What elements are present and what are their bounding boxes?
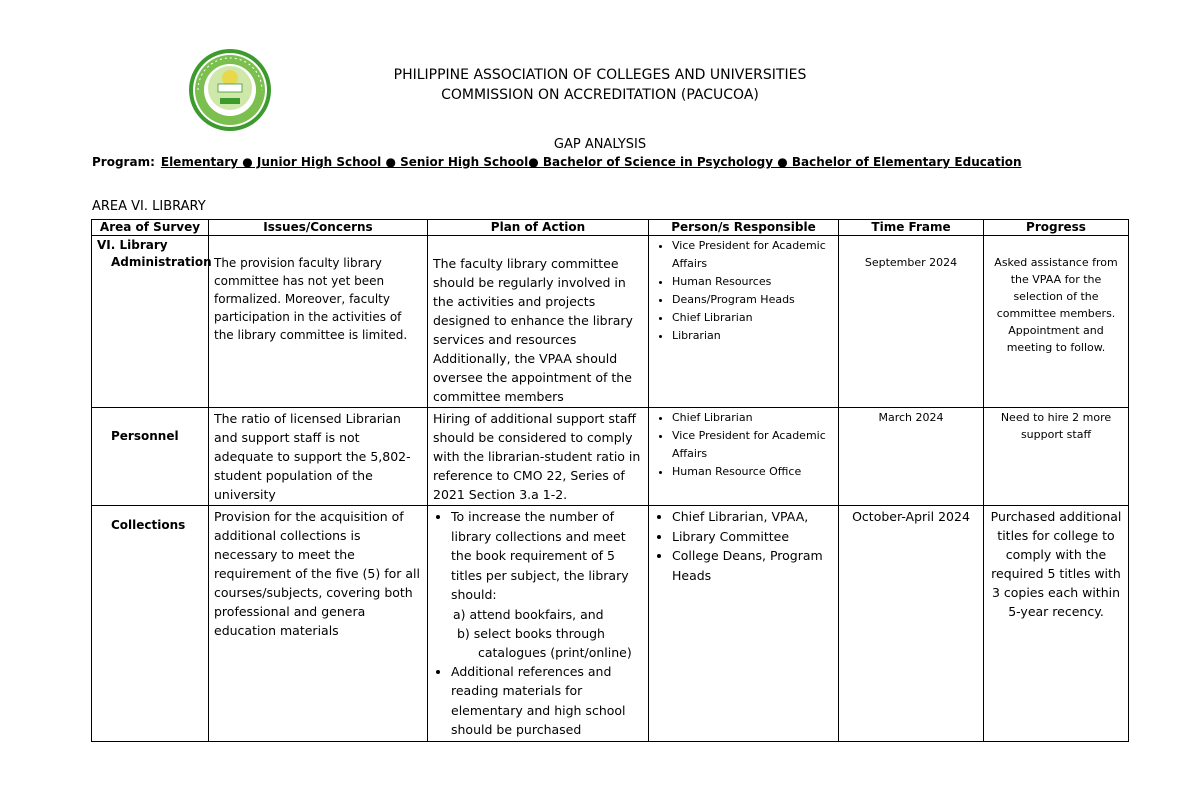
issue-text: The ratio of licensed Librarian and support staff is not adequate to support the 5,802-student population of the university: [214, 411, 411, 502]
issue-text: Provision for the acquisition of additional collections is necessary to meet the requirement of the five (5) for all courses/subjects, covering both professional and genera education materials: [214, 509, 420, 638]
time-cell: [839, 506, 984, 742]
plan-text: The faculty library committee should be regularly involved in the activities and projects designed to enhance the library services and resources Additionally, the VPAA should oversee the appointment of the committee members: [433, 256, 633, 404]
progress-cell: [984, 408, 1129, 506]
plan-text: Additional references and reading materials for elementary and high school should be purchased: [451, 663, 626, 737]
issue-cell: [209, 236, 428, 408]
doc-title: GAP ANALYSIS: [553, 137, 647, 152]
progress-text: Purchased additional titles for college to comply with the required 5 titles with 3 copies each within 5-year recency.: [990, 509, 1122, 619]
col-header: Person/s Responsible: [649, 220, 839, 236]
table-row: [92, 506, 1129, 742]
time-text: October-April 2024: [852, 509, 970, 524]
area-cell: [92, 506, 209, 742]
program-label: Program:: [92, 155, 155, 169]
time-cell: [839, 236, 984, 408]
program-value: Elementary ● Junior High School ● Senior High School● Bachelor of Science in Psychology ● Bachelor of Elementary Education: [160, 155, 1022, 169]
table-row: [92, 236, 1129, 408]
list-item: • Human Resources: [672, 273, 833, 291]
col-header: Progress: [984, 220, 1129, 236]
list-item: • Librarian: [672, 327, 833, 345]
issue-cell: [209, 408, 428, 506]
list-item: • College Deans, Program Heads: [672, 546, 833, 585]
list-item: • Library Committee: [672, 527, 833, 547]
org-name: PHILIPPINE ASSOCIATION OF COLLEGES AND UNIVERSITIES: [393, 67, 807, 83]
area-cell: [92, 408, 209, 506]
time-cell: [839, 408, 984, 506]
issue-text: The provision faculty library committee has not yet been formalized. Moreover, faculty participation in the activities of the library committee is limited.: [214, 256, 408, 342]
area-line: Collections: [111, 518, 186, 532]
col-header: Issues/Concerns: [209, 220, 428, 236]
plan-subitem: catalogues (print/online): [478, 644, 632, 660]
area-line: Administration: [111, 255, 212, 269]
area-title: AREA VI. LIBRARY: [92, 199, 206, 214]
table-header-row: [92, 220, 1129, 236]
area-cell: [92, 236, 212, 408]
area-line: Personnel: [111, 429, 179, 443]
persons-cell: [649, 506, 839, 742]
progress-cell: [984, 506, 1129, 742]
plan-subitem: a) attend bookfairs, and: [453, 606, 604, 622]
plan-cell: [428, 506, 649, 742]
gap-analysis-table: [91, 219, 1129, 742]
plan-cell: [428, 408, 649, 506]
col-header: Area of Survey: [92, 220, 209, 236]
plan-cell: [428, 236, 649, 408]
list-item: • Chief Librarian: [672, 309, 833, 327]
list-item: • Chief Librarian, VPAA,: [672, 507, 833, 527]
list-item: • Chief Librarian: [672, 409, 833, 427]
col-header: Time Frame: [839, 220, 984, 236]
col-header: Plan of Action: [428, 220, 649, 236]
progress-text: Asked assistance from the VPAA for the selection of the committee members. Appointment and meeting to follow.: [994, 256, 1118, 354]
list-item: • Vice President for Academic Affairs: [672, 237, 833, 273]
list-item: [451, 507, 643, 605]
time-text: September 2024: [864, 256, 958, 269]
list-item: • Deans/Program Heads: [672, 291, 833, 309]
plan-text: To increase the number of library collections and meet the book requirement of 5 titles per subject, the library should:: [451, 509, 629, 602]
time-text: March 2024: [878, 411, 944, 424]
program-line: [92, 155, 1022, 169]
plan-subitem: b) select books through: [457, 625, 605, 641]
list-item: • Vice President for Academic Affairs: [672, 427, 833, 463]
plan-text: Hiring of additional support staff should be considered to comply with the librarian-student ratio in reference to CMO 22, Series of 2021 Section 3.a 1-2.: [433, 411, 641, 502]
commission-name: COMMISSION ON ACCREDITATION (PACUCOA): [441, 87, 759, 103]
list-item: • Human Resource Office: [672, 463, 833, 481]
list-item: [451, 662, 643, 740]
table-row: [92, 408, 1129, 506]
persons-cell: [649, 236, 839, 408]
progress-cell: [984, 236, 1129, 408]
progress-text: Need to hire 2 more support staff: [1000, 411, 1112, 441]
area-line: VI. Library: [97, 238, 168, 252]
issue-cell: [209, 506, 428, 742]
persons-cell: [649, 408, 839, 506]
